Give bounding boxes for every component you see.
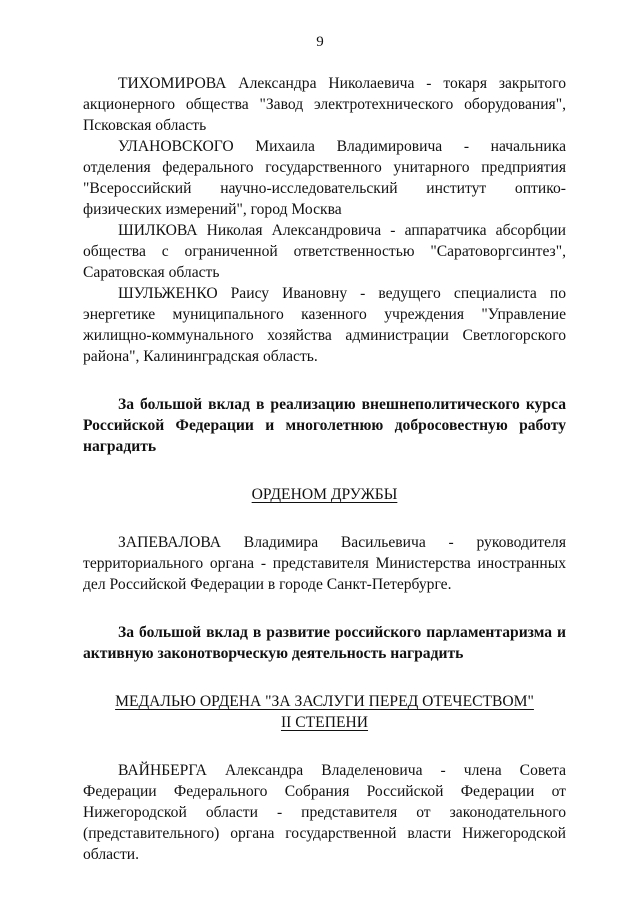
decree-paragraph-foreign-policy: За большой вклад в реализацию внешнеполитического курса Российской Федерации и многолетнюю добросовестную работу наградить (83, 396, 566, 455)
award-title-line-1: МЕДАЛЬЮ ОРДЕНА "ЗА ЗАСЛУГИ ПЕРЕД ОТЕЧЕСТВОМ" (115, 693, 534, 710)
award-recipient-zapevalov: ЗАПЕВАЛОВА Владимира Васильевича - руководителя территориального органа - представителя Министерства иностранных дел Российской Федерации в городе Санкт-Петербурге. (83, 534, 566, 593)
award-recipient-vainberg: ВАЙНБЕРГА Александра Владеленовича - члена Совета Федерации Федерального Собрания Российской Федерации от Нижегородской области - представителя от законодательного (представительного) органа государственной власти Нижегородской области. (83, 762, 566, 863)
award-recipient-shulzhenko: ШУЛЬЖЕНКО Раису Ивановну - ведущего специалиста по энергетике муниципального казенного учреждения "Управление жилищно-коммунального хозяйства администрации Светлогорского района", Калининградская область. (83, 285, 566, 365)
award-recipient-ulanovsky: УЛАНОВСКОГО Михаила Владимировича - начальника отделения федерального государственного унитарного предприятия "Всероссийский научно-исследовательский институт оптико-физических измерений", город Москва (83, 138, 566, 218)
award-recipient-tikhomirov: ТИХОМИРОВА Александра Николаевича - токаря закрытого акционерного общества "Завод электротехнического оборудования", Псковская область (83, 75, 566, 134)
award-title-text: ОРДЕНОМ ДРУЖБЫ (251, 486, 398, 503)
award-title-line-2: II СТЕПЕНИ (280, 714, 369, 731)
award-title-order-of-friendship (83, 484, 566, 505)
page-number: 9 (316, 34, 324, 50)
document-body (83, 73, 566, 865)
award-title-medal (83, 691, 566, 733)
decree-paragraph-parliamentarism: За большой вклад в развитие российского парламентаризма и активную законотворческую деятельность наградить (83, 624, 566, 662)
award-recipient-shilkov: ШИЛКОВА Николая Александровича - аппаратчика абсорбции общества с ограниченной ответственностью "Саратоворгсинтез", Саратовская область (83, 222, 566, 281)
